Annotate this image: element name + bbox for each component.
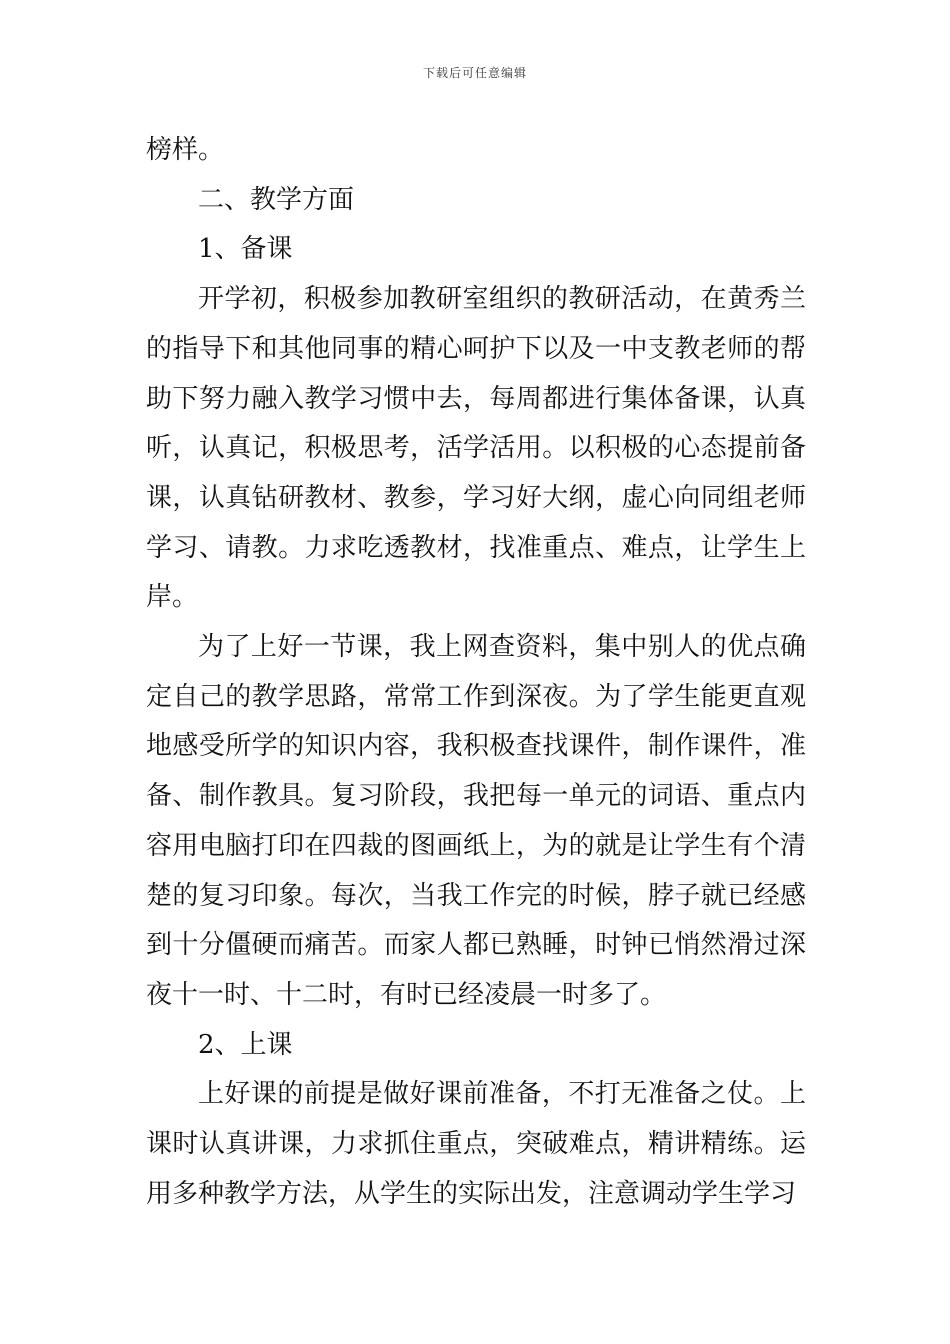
paragraph-teaching-class: 上好课的前提是做好课前准备，不打无准备之仗。上课时认真讲课，力求抓住重点，突破难点，精讲精练。运用多种教学方法，从学生的实际出发，注意调动学生学习	[146, 1079, 806, 1209]
paragraph-lesson-prep: 开学初，积极参加教研室组织的教研活动，在黄秀兰的指导下和其他同事的精心呵护下以及一中支教老师的帮助下努力融入教学习惯中去，每周都进行集体备课，认真听，认真记，积极思考，活学活用。以积极的心态提前备课，认真钻研教材、教参，学习好大纲，虚心向同组老师学习、请教。力求吃透教材，找准重点、难点，让学生上岸。	[146, 284, 806, 613]
section-heading-teaching: 二、教学方面	[198, 184, 355, 215]
page-header: 下载后可任意编辑	[422, 66, 527, 80]
subheading-lesson-prep: 1、备课	[198, 234, 293, 265]
document-body	[146, 126, 806, 1219]
subheading-teaching-class: 2、上课	[198, 1029, 293, 1060]
paragraph-continuation: 榜样。	[146, 135, 225, 165]
paragraph-preparation-effort: 为了上好一节课，我上网查资料，集中别人的优点确定自己的教学思路，常常工作到深夜。为了学生能更直观地感受所学的知识内容，我积极查找课件，制作课件，准备、制作教具。复习阶段，我把每一单元的词语、重点内容用电脑打印在四裁的图画纸上，为的就是让学生有个清楚的复习印象。每次，当我工作完的时候，脖子就已经感到十分僵硬而痛苦。而家人都已熟睡，时钟已悄然滑过深夜十一时、十二时，有时已经凌晨一时多了。	[146, 632, 806, 1010]
